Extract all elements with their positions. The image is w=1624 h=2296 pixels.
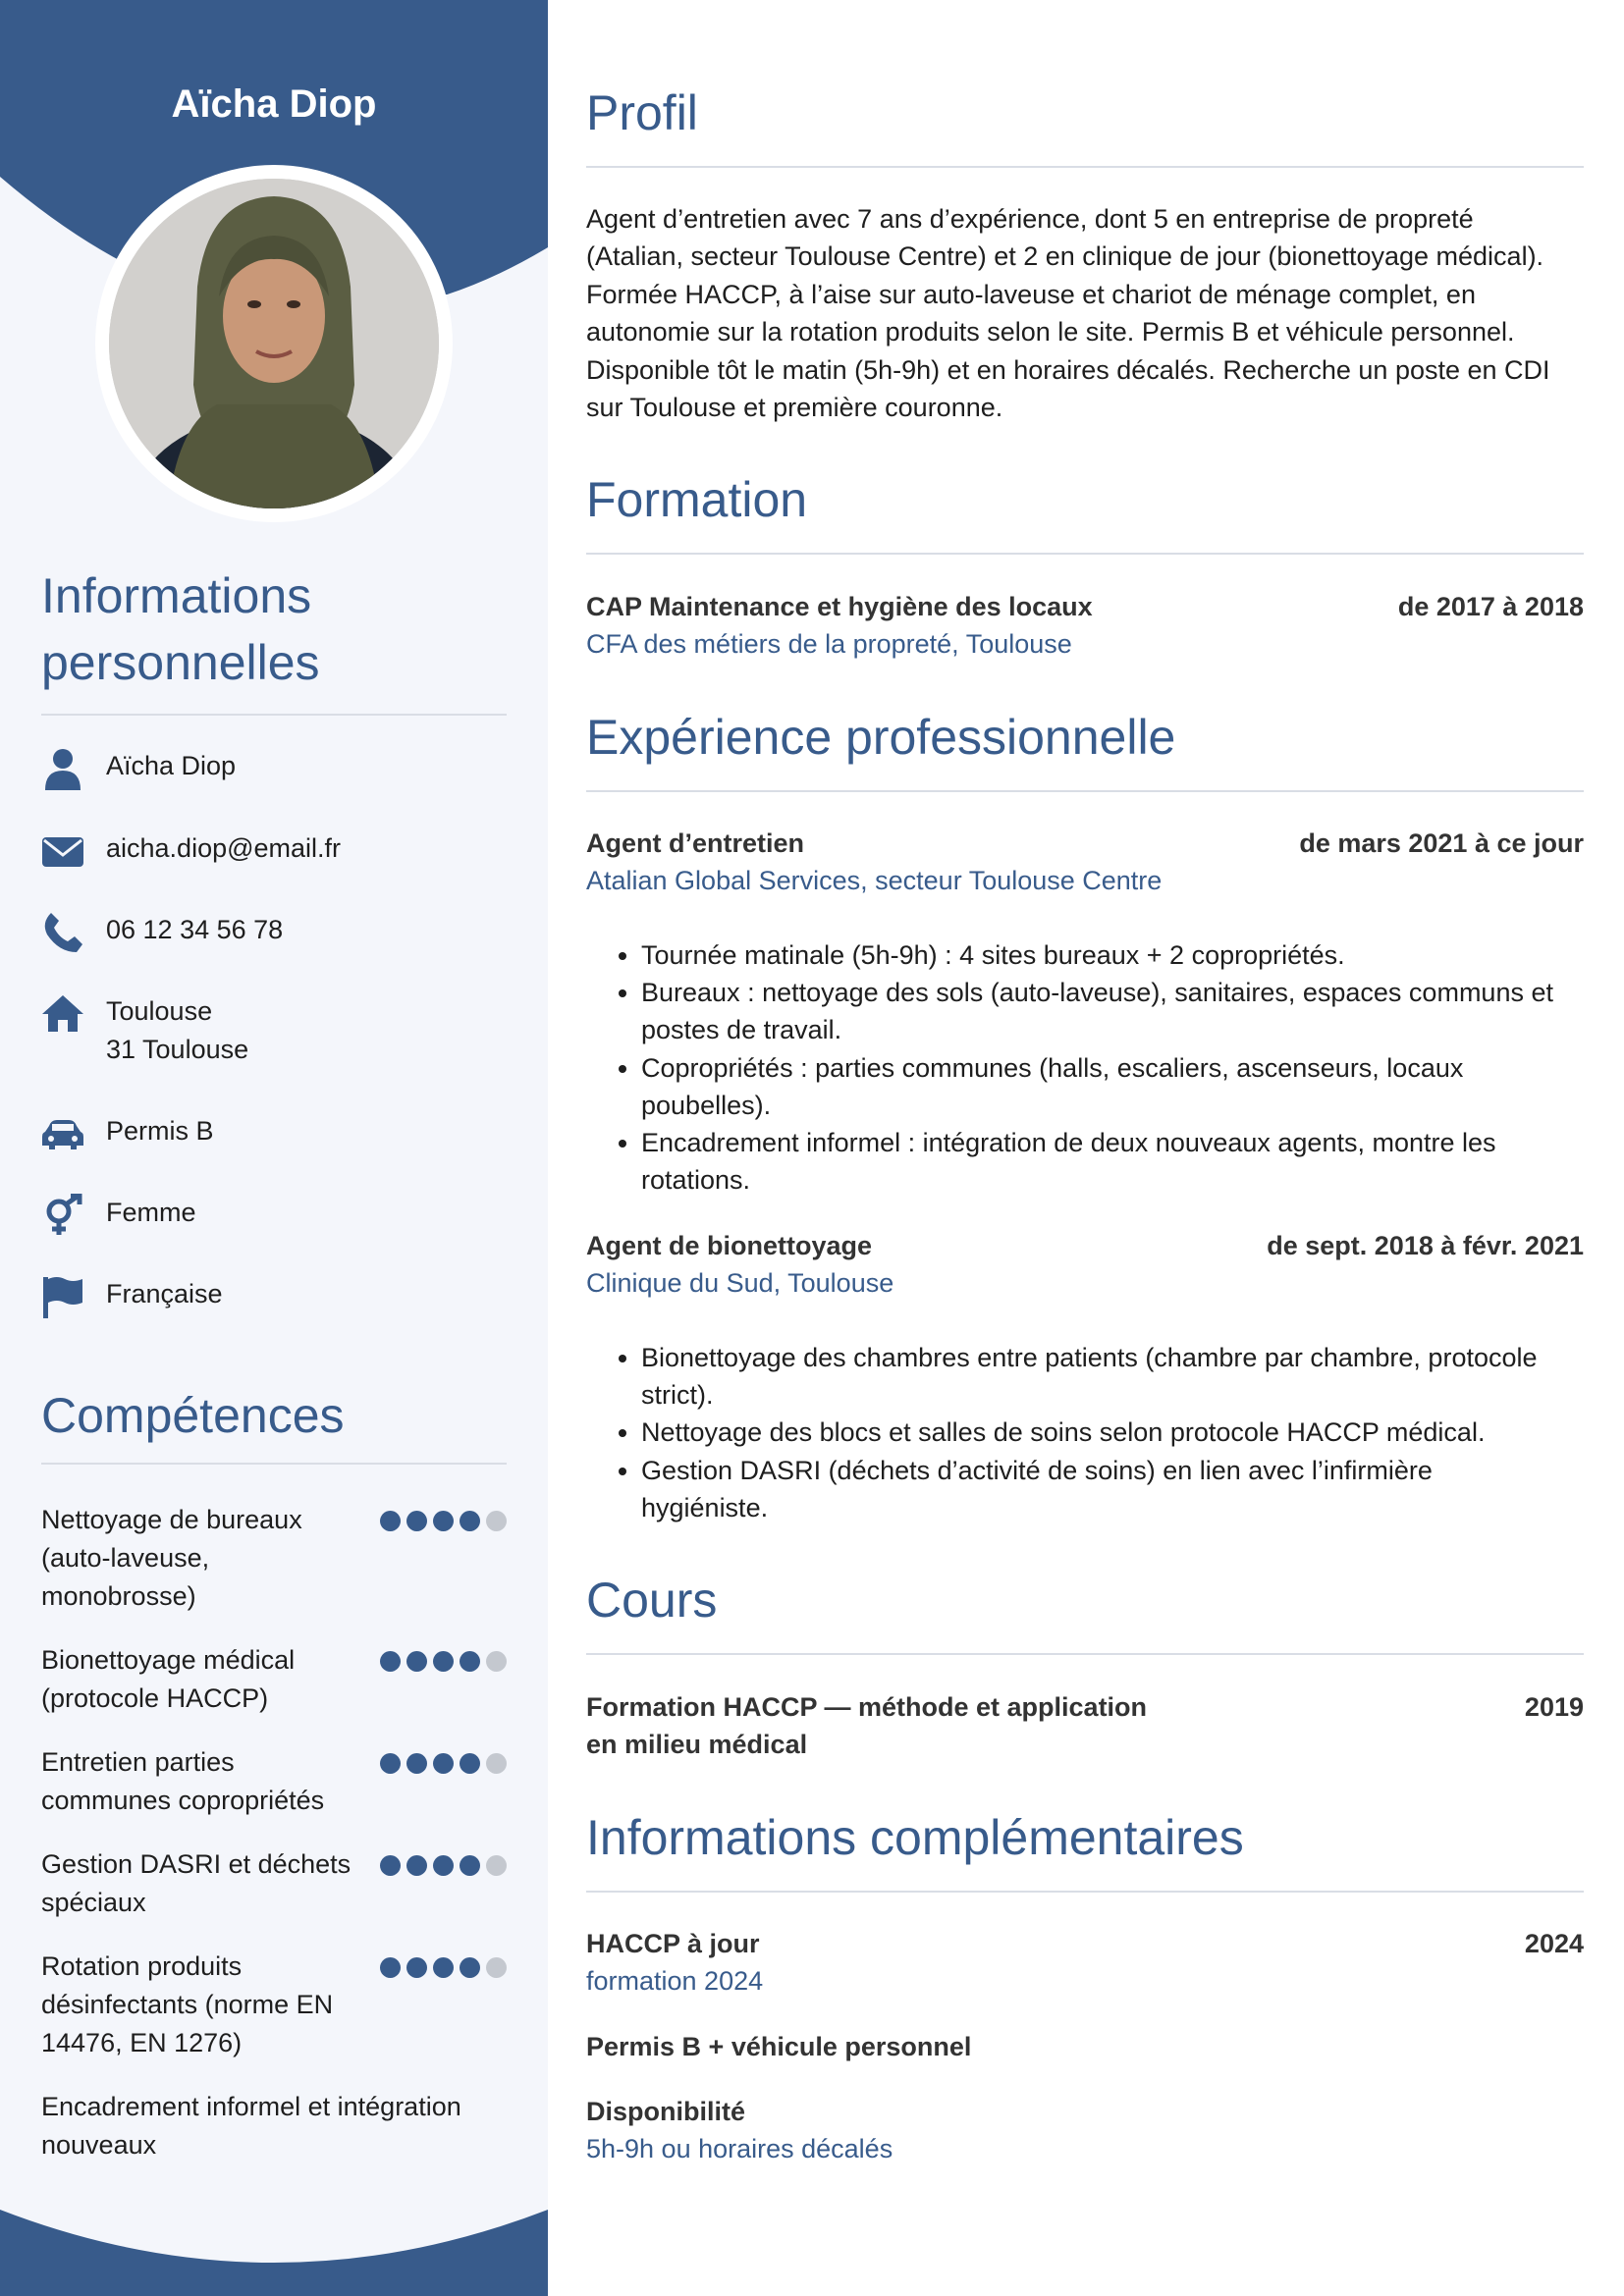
envelope-icon	[41, 829, 84, 868]
course-date: 2019	[1524, 1692, 1584, 1722]
job-company: Clinique du Sud, Toulouse	[586, 1268, 894, 1298]
rating-dot-filled	[433, 1511, 454, 1531]
experience-section	[586, 704, 1584, 792]
extra-info-heading: Informations complémentaires	[586, 1804, 1584, 1893]
job-duties	[586, 936, 1584, 1199]
job-date: de mars 2021 à ce jour	[1299, 828, 1584, 858]
sidebar	[0, 0, 548, 2296]
info-nationality: Française	[106, 1279, 223, 1308]
education-entry	[586, 588, 1584, 663]
job-duty: • Nettoyage des blocs et salles de soins selon protocole HACCP médical.	[641, 1414, 1584, 1451]
skill-label: Rotation produits désinfectants (norme EN 14476, EN 1276)	[41, 1951, 334, 2057]
skill-rating	[380, 1511, 507, 1530]
skills-heading: Compétences	[41, 1382, 507, 1465]
rating-dot-empty	[486, 1753, 507, 1774]
skill-item	[41, 1845, 507, 1922]
skill-item	[41, 2088, 507, 2164]
rating-dot-filled	[433, 1855, 454, 1876]
extra-entry	[586, 1925, 1584, 2000]
info-postal: 31 Toulouse	[106, 1035, 249, 1064]
info-name: Aïcha Diop	[106, 751, 237, 780]
courses-heading: Cours	[586, 1567, 1584, 1655]
job-duty: • Gestion DASRI (déchets d’activité de soins) en lien avec l’infirmière hygiéniste.	[641, 1452, 1584, 1526]
education-title: CAP Maintenance et hygiène des locaux	[586, 592, 1093, 621]
education-heading: Formation	[586, 466, 1584, 555]
education-date: de 2017 à 2018	[1397, 592, 1584, 621]
rating-dot-filled	[406, 1855, 427, 1876]
extra-detail: formation 2024	[586, 1966, 764, 1996]
candidate-name: Aïcha Diop	[171, 82, 377, 126]
education-school: CFA des métiers de la propreté, Toulouse	[586, 629, 1072, 659]
course-title: Formation HACCP — méthode et application en milieu médical	[586, 1692, 1148, 1759]
skill-label: Bionettoyage médical (protocole HACCP)	[41, 1645, 296, 1713]
job-entry	[586, 1227, 1584, 1526]
sidebar-footer-background	[0, 2208, 548, 2296]
skill-label: Entretien parties communes copropriétés	[41, 1747, 325, 1815]
extra-entry	[586, 2028, 1584, 2065]
flag-icon	[41, 1275, 84, 1313]
info-email[interactable]: aicha.diop@email.fr	[106, 833, 342, 863]
rating-dot-filled	[380, 1855, 401, 1876]
rating-dot-filled	[380, 1651, 401, 1672]
job-duty: • Copropriétés : parties communes (halls, escaliers, ascenseurs, locaux poubelles).	[641, 1049, 1584, 1124]
extra-title: HACCP à jour	[586, 1929, 760, 1958]
rating-dot-filled	[406, 1753, 427, 1774]
skills-section	[41, 1382, 507, 2160]
personal-info-heading-line1: Informations	[41, 568, 312, 623]
extra-title: Permis B + véhicule personnel	[586, 2032, 972, 2061]
info-city: Toulouse	[106, 996, 213, 1026]
personal-info-section	[41, 562, 507, 1308]
extra-date: 2024	[1524, 1929, 1584, 1958]
profile-section	[586, 80, 1584, 168]
extra-entry	[586, 2093, 1584, 2167]
rating-dot-filled	[380, 1753, 401, 1774]
person-icon	[41, 747, 84, 785]
profile-heading: Profil	[586, 80, 1584, 168]
car-icon	[41, 1112, 84, 1150]
education-section	[586, 466, 1584, 555]
job-duty: • Bionettoyage des chambres entre patients (chambre par chambre, protocole strict).	[641, 1339, 1584, 1414]
rating-dot-filled	[460, 1957, 480, 1978]
rating-dot-filled	[460, 1651, 480, 1672]
job-duty: • Tournée matinale (5h-9h) : 4 sites bureaux + 2 copropriétés.	[641, 936, 1584, 974]
rating-dot-empty	[486, 1957, 507, 1978]
info-address	[106, 992, 248, 1069]
job-duty: • Encadrement informel : intégration de deux nouveaux agents, montre les rotations.	[641, 1124, 1584, 1199]
skill-label: Gestion DASRI et déchets spéciaux	[41, 1849, 352, 1917]
rating-dot-filled	[433, 1651, 454, 1672]
rating-dot-filled	[380, 1957, 401, 1978]
info-row-address	[41, 992, 507, 1069]
home-icon	[41, 992, 84, 1031]
skill-label: Encadrement informel et intégration nouveaux	[41, 2092, 461, 2160]
info-phone[interactable]: 06 12 34 56 78	[106, 915, 284, 944]
job-title: Agent de bionettoyage	[586, 1231, 873, 1260]
skill-rating	[380, 1855, 507, 1875]
rating-dot-empty	[486, 1855, 507, 1876]
job-duties	[586, 1339, 1584, 1526]
skill-rating	[380, 1957, 507, 1977]
rating-dot-filled	[433, 1753, 454, 1774]
rating-dot-filled	[406, 1511, 427, 1531]
course-entry	[586, 1688, 1584, 1763]
skill-item	[41, 1743, 507, 1820]
extra-detail: 5h-9h ou horaires décalés	[586, 2134, 893, 2163]
rating-dot-filled	[460, 1753, 480, 1774]
rating-dot-empty	[486, 1651, 507, 1672]
skill-item	[41, 1641, 507, 1718]
rating-dot-filled	[460, 1855, 480, 1876]
gender-icon	[41, 1194, 84, 1232]
skill-label: Nettoyage de bureaux (auto-laveuse, monobrosse)	[41, 1505, 302, 1611]
info-license: Permis B	[106, 1116, 214, 1146]
rating-dot-empty	[486, 1511, 507, 1531]
skill-item	[41, 1501, 507, 1616]
experience-heading: Expérience professionnelle	[586, 704, 1584, 792]
skill-rating	[380, 1753, 507, 1773]
rating-dot-filled	[460, 1511, 480, 1531]
job-entry	[586, 825, 1584, 1199]
personal-info-heading-line2: personnelles	[41, 635, 320, 690]
profile-text: Agent d’entretien avec 7 ans d’expérience, dont 5 en entreprise de propreté (Atalian, secteur Toulouse Centre) et 2 en clinique de jour (bionettoyage médical). Formée HACCP, à l’aise sur auto-laveuse et chariot de ménage complet, en autonomie sur la rotation produits selon le site. Permis B et véhicule personnel. Disponible tôt le matin (5h-9h) et en horaires décalés. Recherche un poste en CDI sur Toulouse et première couronne.	[586, 204, 1550, 423]
rating-dot-filled	[406, 1957, 427, 1978]
skill-rating	[380, 1651, 507, 1671]
info-gender: Femme	[106, 1198, 196, 1227]
rating-dot-filled	[433, 1957, 454, 1978]
job-title: Agent d’entretien	[586, 828, 805, 858]
extra-info-section	[586, 1804, 1584, 1893]
extra-title: Disponibilité	[586, 2097, 745, 2126]
job-company: Atalian Global Services, secteur Toulouse Centre	[586, 866, 1163, 895]
phone-icon	[41, 911, 84, 949]
courses-section	[586, 1567, 1584, 1655]
rating-dot-filled	[380, 1511, 401, 1531]
rating-dot-filled	[406, 1651, 427, 1672]
job-duty: • Bureaux : nettoyage des sols (auto-laveuse), sanitaires, espaces communs et postes de travail.	[641, 974, 1584, 1048]
skill-item	[41, 1948, 507, 2062]
job-date: de sept. 2018 à févr. 2021	[1267, 1231, 1584, 1260]
profile-photo	[109, 179, 439, 508]
personal-info-heading	[41, 562, 507, 716]
